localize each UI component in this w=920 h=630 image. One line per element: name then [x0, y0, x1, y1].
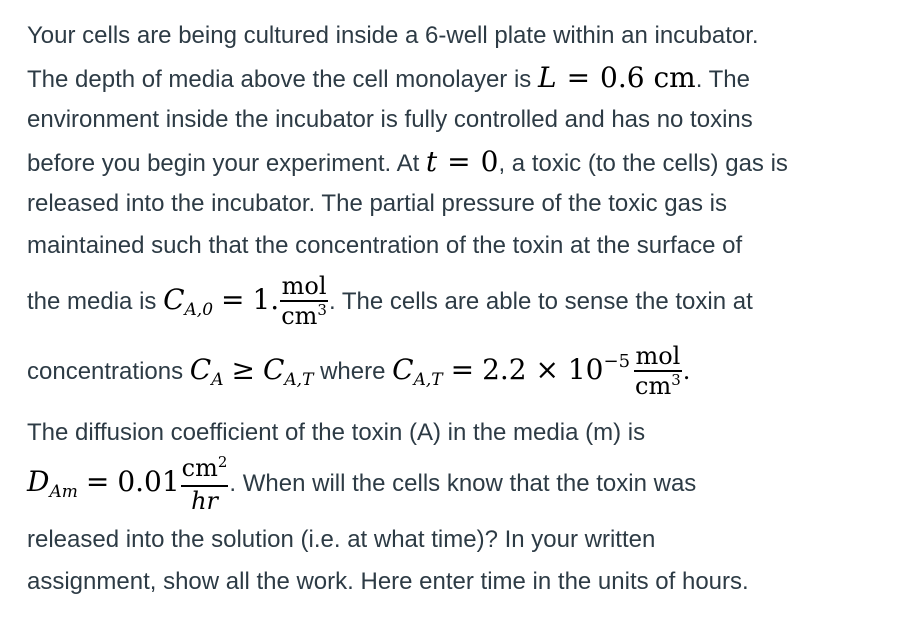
- line7-post-text: . The cells are able to sense the toxin at: [328, 288, 753, 315]
- line6-text: maintained such that the concentration of the toxin at the surface of: [27, 232, 743, 259]
- cat-subscript-2: A,T: [413, 370, 443, 390]
- text-line-9: [27, 418, 645, 448]
- line8-pre-text: concentrations: [27, 358, 190, 385]
- equals-sign: =: [85, 465, 110, 498]
- text-line-11: [27, 525, 655, 555]
- fraction-denominator: hr: [191, 487, 219, 516]
- ca-subscript: A: [211, 370, 224, 390]
- equals-sign: =: [447, 145, 471, 178]
- cat-value: 2.2 × 10: [482, 353, 604, 386]
- mol-per-cm3-fraction-2: [634, 344, 682, 401]
- line4-post-text: , a toxic (to the cells) gas is: [498, 150, 788, 177]
- denominator-exponent: 3: [671, 371, 681, 390]
- denominator-unit: cm: [281, 302, 318, 331]
- equals-sign: =: [221, 283, 245, 316]
- numerator-exponent: 2: [217, 453, 228, 472]
- ca-symbol: C: [189, 353, 212, 386]
- ca0-symbol: C: [163, 283, 185, 316]
- cat-symbol: C: [262, 353, 285, 386]
- text-line-12: [27, 567, 749, 597]
- fraction-numerator: mol: [281, 272, 327, 301]
- numerator-unit: cm: [181, 454, 218, 483]
- text-line-3: [27, 105, 753, 135]
- fraction-denominator: [280, 302, 328, 331]
- ca0-value: 1.: [252, 283, 280, 316]
- t-symbol: t: [425, 145, 438, 178]
- line2-post-text: . The: [695, 66, 750, 93]
- text-line-6: [27, 231, 742, 261]
- text-line-7: [27, 272, 753, 332]
- geq-sign: ≥: [231, 353, 255, 386]
- mol-per-cm3-fraction: [280, 274, 328, 331]
- line4-pre-text: before you begin your experiment. At: [27, 150, 426, 177]
- cat-symbol-2: C: [392, 353, 414, 386]
- dam-value: 0.01: [117, 465, 180, 498]
- ca0-subscript: A,0: [184, 300, 214, 320]
- fraction-numerator: [181, 453, 229, 487]
- fraction-numerator: mol: [635, 342, 681, 371]
- line12-text: assignment, show all the work. Here enter time in the units of hours.: [27, 568, 749, 595]
- line1-text: Your cells are being cultured inside a 6-well plate within an incubator.: [27, 22, 759, 49]
- line2-pre-text: The depth of media above the cell monolayer is: [27, 66, 538, 93]
- text-line-1: [27, 21, 759, 51]
- text-line-4: [27, 147, 788, 179]
- line10-post-text: . When will the cells know that the toxin was: [229, 470, 697, 497]
- fraction-denominator: [634, 372, 682, 401]
- equals-sign: =: [450, 353, 475, 386]
- line8-post-text: .: [682, 357, 691, 385]
- line9-text: The diffusion coefficient of the toxin (A) in the media (m) is: [27, 419, 646, 446]
- cm2-per-hr-fraction: [181, 453, 229, 516]
- line7-pre-text: the media is: [27, 288, 164, 315]
- denominator-exponent: 3: [317, 301, 327, 320]
- line5-text: released into the incubator. The partial pressure of the toxic gas is: [27, 190, 727, 217]
- text-line-8: [27, 342, 690, 402]
- line3-text: environment inside the incubator is fully controlled and has no toxins: [27, 106, 753, 133]
- cat-exponent: −5: [603, 351, 631, 372]
- text-line-2: [27, 63, 750, 95]
- text-line-5: [27, 189, 727, 219]
- t-value: 0: [480, 145, 499, 178]
- text-line-10: [27, 454, 696, 514]
- denominator-unit: cm: [635, 372, 672, 401]
- dam-subscript: Am: [49, 482, 78, 502]
- depth-symbol: L: [537, 61, 557, 94]
- line11-text: released into the solution (i.e. at what time)? In your written: [27, 526, 656, 553]
- dam-symbol: D: [27, 465, 50, 498]
- depth-value: 0.6 cm: [600, 61, 696, 94]
- equals-sign: =: [566, 61, 591, 94]
- line8-mid-text: where: [313, 358, 393, 385]
- cat-subscript: A,T: [284, 370, 314, 390]
